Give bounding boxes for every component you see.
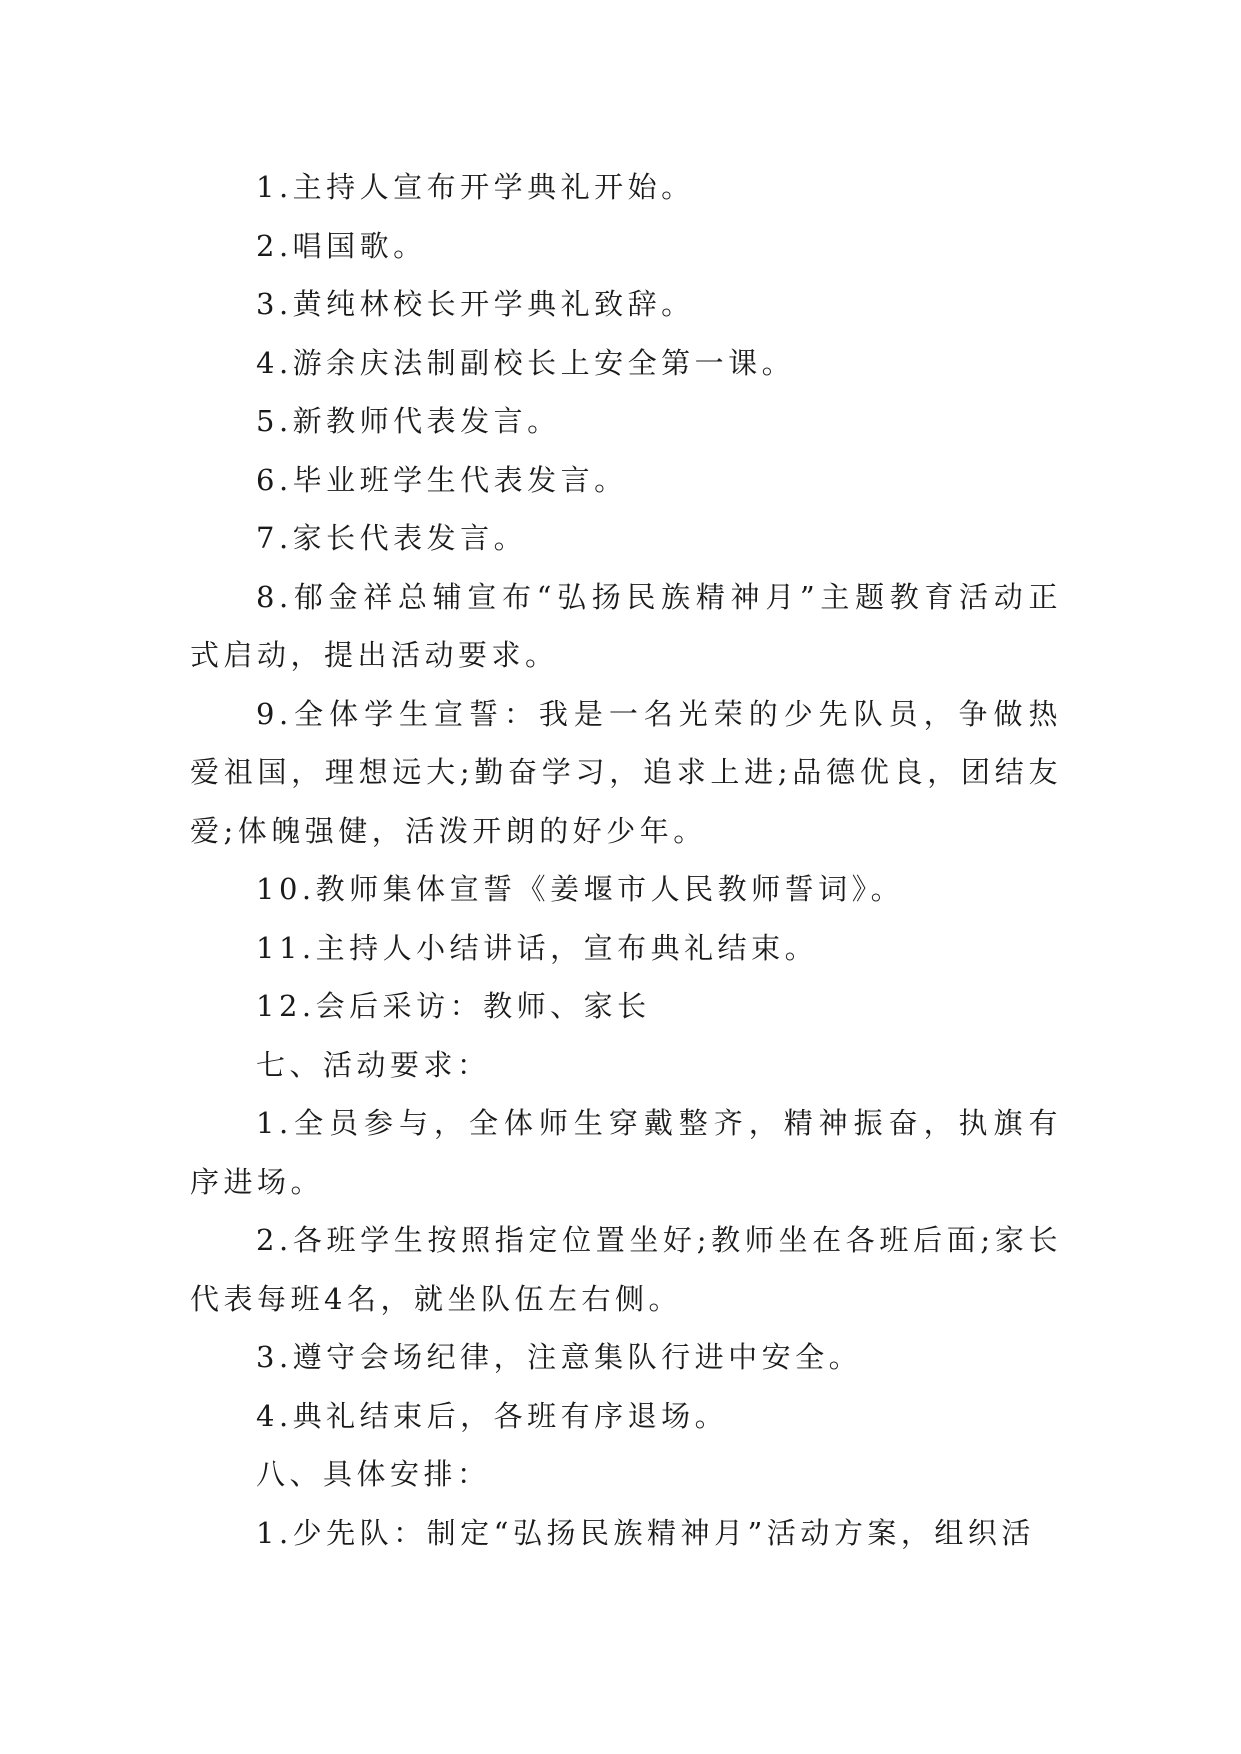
paragraph: 7.家长代表发言。 <box>256 521 528 555</box>
paragraph: 3.遵守会场纪律，注意集队行进中安全。 <box>256 1340 863 1374</box>
paragraph: 1.少先队：制定“弘扬民族精神月”活动方案，组织活 <box>256 1515 1035 1550</box>
paragraph: 1.主持人宣布开学典礼开始。 <box>256 170 695 204</box>
paragraph: 2.唱国歌。 <box>256 228 427 263</box>
section-heading: 七、活动要求： <box>256 1047 491 1082</box>
section-heading: 八、具体安排： <box>256 1457 491 1491</box>
paragraph: 11.主持人小结讲话，宣布典礼结束。 <box>256 930 819 965</box>
paragraph: 12.会后采访：教师、家长 <box>256 989 651 1023</box>
paragraph: 3.黄纯林校长开学典礼致辞。 <box>256 287 695 321</box>
paragraph: 10.教师集体宣誓《姜堰市人民教师誓词》。 <box>256 872 905 906</box>
paragraph: 4.典礼结束后，各班有序退场。 <box>256 1398 729 1433</box>
paragraph: 8.郁金祥总辅宣布“弘扬民族精神月”主题教育活动正式启动，提出活动要求。 <box>190 579 1062 672</box>
paragraph: 1.全员参与，全体师生穿戴整齐，精神振奋，执旗有序进场。 <box>190 1106 1062 1199</box>
paragraph: 5.新教师代表发言。 <box>256 404 561 438</box>
paragraph: 4.游余庆法制副校长上安全第一课。 <box>256 345 796 380</box>
document-body <box>190 158 1062 1562</box>
paragraph: 2.各班学生按照指定位置坐好;教师坐在各班后面;家长代表每班4名，就坐队伍左右侧。 <box>190 1223 1062 1316</box>
paragraph: 9.全体学生宣誓：我是一名光荣的少先队员，争做热爱祖国，理想远大;勤奋学习，追求上进;品德优良，团结友爱;体魄强健，活泼开朗的好少年。 <box>190 696 1062 848</box>
paragraph: 6.毕业班学生代表发言。 <box>256 462 628 497</box>
